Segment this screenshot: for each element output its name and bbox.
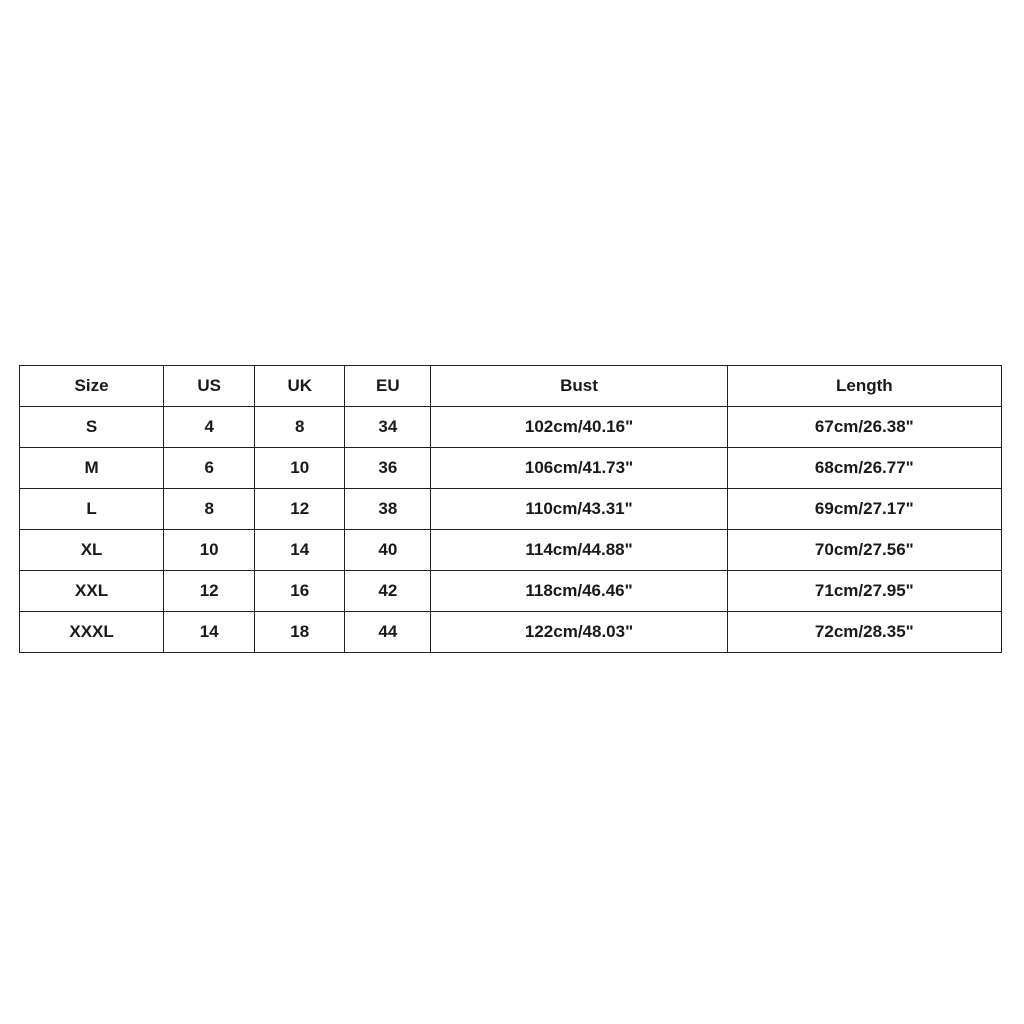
cell-uk: 14 xyxy=(255,530,345,571)
size-chart-table xyxy=(19,365,1002,653)
cell-length: 72cm/28.35" xyxy=(727,612,1001,653)
cell-eu: 40 xyxy=(345,530,431,571)
cell-length: 67cm/26.38" xyxy=(727,407,1001,448)
cell-length: 68cm/26.77" xyxy=(727,448,1001,489)
cell-uk: 16 xyxy=(255,571,345,612)
cell-size: XL xyxy=(20,530,164,571)
cell-eu: 34 xyxy=(345,407,431,448)
cell-length: 70cm/27.56" xyxy=(727,530,1001,571)
cell-us: 12 xyxy=(164,571,255,612)
header-uk: UK xyxy=(255,366,345,407)
cell-eu: 42 xyxy=(345,571,431,612)
cell-size: XXL xyxy=(20,571,164,612)
cell-uk: 18 xyxy=(255,612,345,653)
cell-bust: 114cm/44.88" xyxy=(431,530,727,571)
cell-uk: 8 xyxy=(255,407,345,448)
table-row xyxy=(20,489,1002,530)
header-size: Size xyxy=(20,366,164,407)
table-row xyxy=(20,407,1002,448)
table-row xyxy=(20,571,1002,612)
cell-us: 14 xyxy=(164,612,255,653)
table-row xyxy=(20,448,1002,489)
cell-us: 10 xyxy=(164,530,255,571)
cell-bust: 102cm/40.16" xyxy=(431,407,727,448)
cell-uk: 12 xyxy=(255,489,345,530)
header-length: Length xyxy=(727,366,1001,407)
cell-eu: 38 xyxy=(345,489,431,530)
cell-size: XXXL xyxy=(20,612,164,653)
cell-bust: 118cm/46.46" xyxy=(431,571,727,612)
cell-bust: 106cm/41.73" xyxy=(431,448,727,489)
header-row xyxy=(20,366,1002,407)
cell-length: 69cm/27.17" xyxy=(727,489,1001,530)
cell-length: 71cm/27.95" xyxy=(727,571,1001,612)
cell-eu: 44 xyxy=(345,612,431,653)
table-row xyxy=(20,612,1002,653)
cell-size: S xyxy=(20,407,164,448)
cell-eu: 36 xyxy=(345,448,431,489)
cell-bust: 122cm/48.03" xyxy=(431,612,727,653)
cell-bust: 110cm/43.31" xyxy=(431,489,727,530)
header-eu: EU xyxy=(345,366,431,407)
cell-us: 8 xyxy=(164,489,255,530)
cell-us: 4 xyxy=(164,407,255,448)
header-us: US xyxy=(164,366,255,407)
cell-size: M xyxy=(20,448,164,489)
cell-us: 6 xyxy=(164,448,255,489)
header-bust: Bust xyxy=(431,366,727,407)
cell-uk: 10 xyxy=(255,448,345,489)
cell-size: L xyxy=(20,489,164,530)
table-row xyxy=(20,530,1002,571)
